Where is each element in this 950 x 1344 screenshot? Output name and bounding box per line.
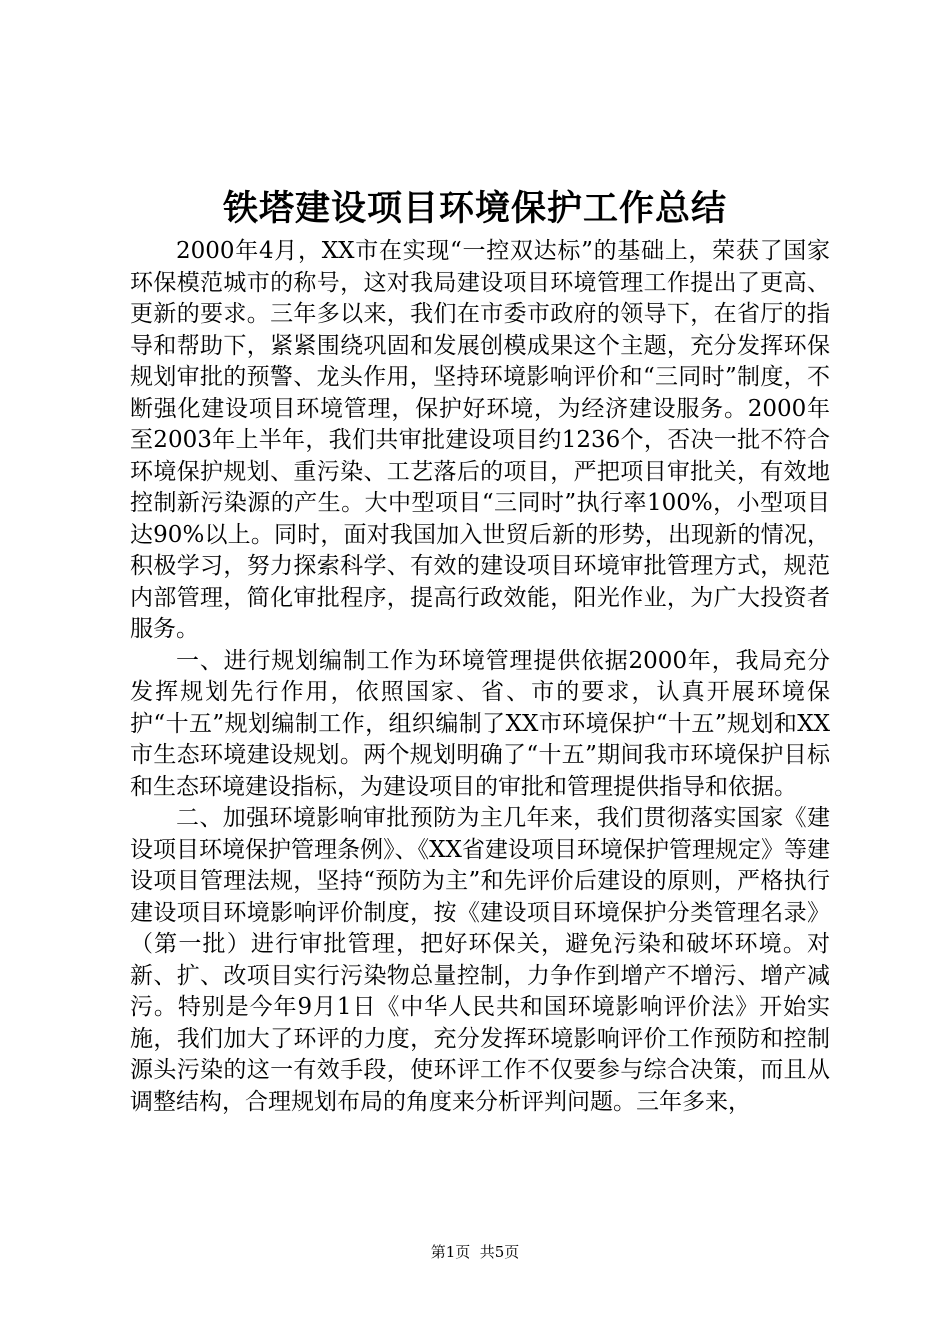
page-number-footer: 第1页 共5页 (430, 1243, 520, 1261)
paragraph-section-one: 一、进行规划编制工作为环境管理提供依据2000年，我局充分发挥规划先行作用，依照国家、省、市的要求，认真开展环境保护“十五”规划编制工作，组织编制了XX市环境保护“十五”规划和XX市生态环境建设规划。两个规划明确了“十五”期间我市环境保护目标和生态环境建设指标，为建设项目的审批和管理提供指导和依据。 (130, 647, 830, 800)
document-title: 铁塔建设项目环境保护工作总结 (222, 189, 727, 229)
paragraph-intro: 2000年4月，XX市在实现“一控双达标”的基础上，荣获了国家环保模范城市的称号，这对我局建设项目环境管理工作提出了更高、更新的要求。三年多以来，我们在市委市政府的领导下，在省厅的指导和帮助下，紧紧围绕巩固和发展创模成果这个主题，充分发挥环保规划审批的预警、龙头作用，坚持环境影响评价和“三同时”制度，不断强化建设项目环境管理，保护好环境，为经济建设服务。2000年至2003年上半年，我们共审批建设项目约1236个，否决一批不符合环境保护规划、重污染、工艺落后的项目，严把项目审批关，有效地控制新污染源的产生。大中型项目“三同时”执行率100%，小型项目达90%以上。同时，面对我国加入世贸后新的形势，出现新的情况，积极学习，努力探索科学、有效的建设项目环境审批管理方式，规范内部管理，简化审批程序，提高行政效能，阳光作业，为广大投资者服务。 (130, 238, 830, 642)
document-body (130, 236, 830, 1118)
paragraph-section-two: 二、加强环境影响审批预防为主几年来，我们贯彻落实国家《建设项目环境保护管理条例》、《XX省建设项目环境保护管理规定》等建设项目管理法规，坚持“预防为主”和先评价后建设的原则，严格执行建设项目环境影响评价制度，按《建设项目环境保护分类管理名录》（第一批）进行审批管理，把好环保关，避免污染和破坏环境。对新、扩、改项目实行污染物总量控制，力争作到增产不增污、增产减污。特别是今年9月1日《中华人民共和国环境影响评价法》开始实施，我们加大了环评的力度，充分发挥环境影响评价工作预防和控制源头污染的这一有效手段，使环评工作不仅要参与综合决策，而且从调整结构，合理规划布局的角度来分析评判问题。三年多来， (130, 805, 830, 1115)
